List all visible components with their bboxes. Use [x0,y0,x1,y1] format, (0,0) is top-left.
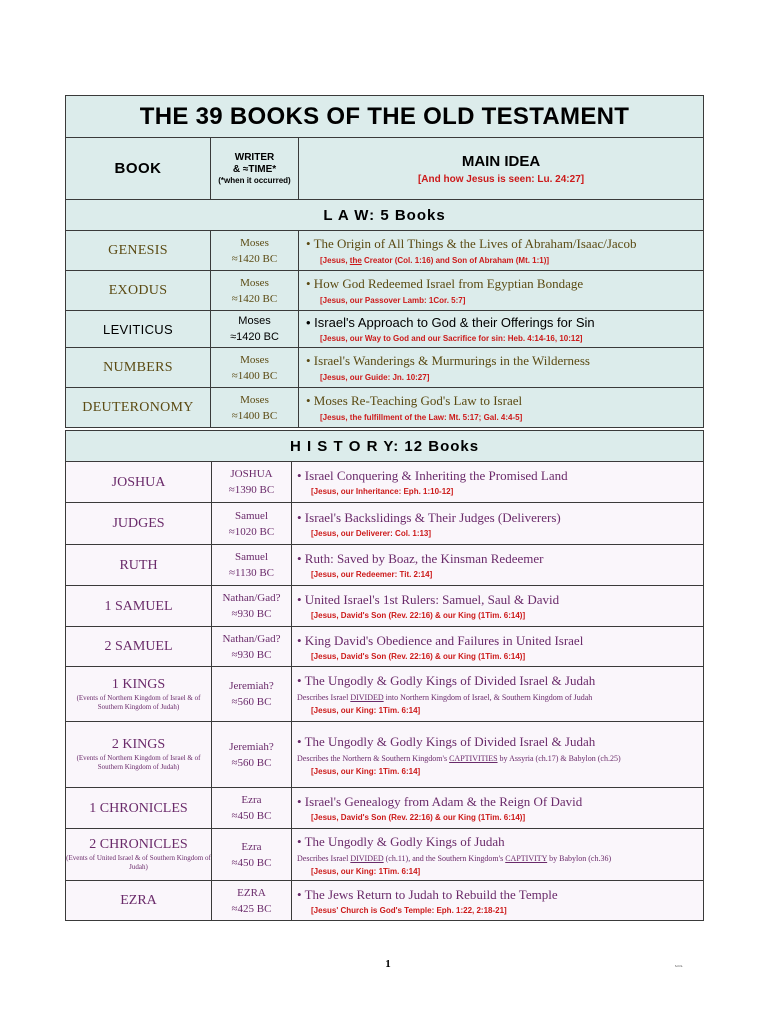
writer-cell [211,311,299,348]
book-name: RUTH [66,545,212,586]
main-idea: • Moses Re-Teaching God's Law to Israel [306,393,523,408]
book-name: 1 CHRONICLES [66,788,212,829]
main-idea-cell [292,586,704,627]
main-idea: • King David's Obedience and Failures in United Israel [297,632,584,648]
main-idea-cell [299,388,704,428]
writer-name: Samuel [235,551,268,563]
writer-name: Moses [240,236,269,249]
jesus-reference: [Jesus, our King: 1Tim. 6:14] [311,706,421,715]
book-description: Describes Israel DIVIDED into Northern Kingdom of Israel, & Southern Kingdom of Judah [297,693,593,702]
writer-time: ≈1390 BC [228,484,275,496]
jesus-reference: [Jesus, our Deliverer: Col. 1:13] [311,528,432,538]
book-name: 1 KINGS [111,676,166,692]
main-idea-cell [292,627,704,667]
main-idea: • How God Redeemed Israel from Egyptian Bondage [306,276,584,291]
book-name: 1 SAMUEL [66,586,212,627]
table-row [66,788,704,829]
writer-cell [212,462,292,503]
law-section-heading: L A W: 5 Books [66,200,704,231]
table-row [66,462,704,503]
history-section-heading: H I S T O R Y: 12 Books [66,431,704,462]
table-row [66,586,704,627]
main-idea: • The Origin of All Things & the Lives of Abraham/Isaac/Jacob [306,236,637,251]
main-idea: • The Ungodly & Godly Kings of Divided Israel & Judah [297,733,596,749]
header-main-idea-label: MAIN IDEA [461,152,541,170]
table-row [66,348,704,388]
main-idea: • Israel Conquering & Inheriting the Promised Land [297,468,568,483]
table-row [66,503,704,545]
main-idea-cell [299,348,704,388]
main-idea-cell [292,503,704,545]
writer-time: ≈450 BC [231,810,272,822]
jesus-reference: [Jesus, our Guide: Jn. 10:27] [320,373,430,382]
jesus-reference: [Jesus, our King: 1Tim. 6:14] [311,766,421,776]
jesus-reference: [Jesus, David's Son (Rev. 22:16) & our King (1Tim. 6:14)] [311,611,526,620]
writer-name: Samuel [235,509,268,522]
table-row [66,829,704,881]
writer-cell [212,627,292,667]
writer-cell [212,667,292,722]
writer-cell [211,388,299,428]
main-idea-cell [292,829,704,881]
writer-time: ≈560 BC [231,696,272,708]
writer-name: Ezra [241,794,262,806]
main-idea-cell [299,271,704,311]
writer-time: ≈450 BC [231,856,272,869]
table-row [66,667,704,722]
writer-name: Nathan/Gad? [222,632,281,645]
writer-time: ≈1130 BC [228,567,275,579]
book-description: Describes the Northern & Southern Kingdom's CAPTIVITIES by Assyria (ch.17) & Babylon (ch.25) [297,753,621,763]
book-cell [66,829,212,881]
book-name: JUDGES [66,503,212,545]
writer-cell [212,586,292,627]
corner-mark: s.o.s. [675,963,684,968]
writer-cell [211,231,299,271]
main-idea-cell [292,545,704,586]
writer-cell [212,788,292,829]
writer-time: ≈1420 BC [230,331,279,343]
main-idea-cell [299,231,704,271]
book-note: (Events of Northern Kingdom of Israel & of Southern Kingdom of Judah) [76,693,201,711]
book-name: JOSHUA [66,462,212,503]
main-idea: • Israel's Genealogy from Adam & the Reign Of David [297,794,583,809]
header-writer-line2: & ≈TIME* [232,163,277,175]
main-idea-cell [292,722,704,788]
table-row [66,545,704,586]
jesus-reference: [Jesus, our Redeemer: Tit. 2:14] [311,570,433,579]
jesus-reference: [Jesus, our Passover Lamb: 1Cor. 5:7] [320,296,466,305]
history-table [65,430,704,921]
writer-name: Jeremiah? [229,680,274,692]
writer-time: ≈560 BC [231,756,272,769]
main-idea: • The Ungodly & Godly Kings of Divided Israel & Judah [297,673,596,688]
writer-name: Moses [240,353,269,366]
book-name: 2 SAMUEL [66,627,212,667]
book-name: EXODUS [66,271,211,311]
main-idea: • The Ungodly & Godly Kings of Judah [297,833,505,849]
header-main-idea-sub: [And how Jesus is seen: Lu. 24:27] [417,173,585,185]
writer-time: ≈1400 BC [231,409,278,422]
book-name: DEUTERONOMY [66,388,211,428]
jesus-reference: [Jesus, our Inheritance: Eph. 1:10-12] [311,487,454,496]
jesus-reference: [Jesus, our King: 1Tim. 6:14] [311,866,421,876]
writer-name: Moses [240,393,269,406]
jesus-reference: [Jesus, David's Son (Rev. 22:16) & our King (1Tim. 6:14)] [311,651,526,661]
table-row [66,881,704,921]
writer-name: Nathan/Gad? [222,592,281,604]
table-row [66,722,704,788]
header-row [66,138,704,200]
book-name: LEVITICUS [66,311,211,348]
main-idea-cell [292,881,704,921]
main-idea: • Israel's Wanderings & Murmurings in the Wilderness [306,353,590,368]
page-number: 1 [385,958,391,970]
writer-name: EZRA [237,886,266,899]
writer-cell [212,545,292,586]
writer-cell [212,722,292,788]
book-cell [66,722,212,788]
book-name: 2 KINGS [111,737,166,752]
writer-time: ≈425 BC [231,902,272,915]
header-book: BOOK [66,138,211,200]
jesus-reference: [Jesus, the Creator (Col. 1:16) and Son of Abraham (Mt. 1:1)] [320,256,550,265]
main-idea: • Israel's Approach to God & their Offerings for Sin [306,315,595,330]
main-idea: • Ruth: Saved by Boaz, the Kinsman Redeemer [297,551,544,566]
header-writer-line1: WRITER [234,151,275,163]
writer-cell [212,829,292,881]
law-table [65,95,704,428]
writer-time: ≈1020 BC [228,525,275,538]
writer-name: JOSHUA [230,468,273,480]
writer-cell [212,881,292,921]
table-row [66,311,704,348]
header-main-idea [299,138,704,200]
jesus-reference: [Jesus' Church is God's Temple: Eph. 1:22, 2:18-21] [311,905,507,915]
book-name: 2 CHRONICLES [89,837,188,852]
writer-time: ≈930 BC [231,648,272,661]
book-note: (Events of United Israel & of Southern Kingdom of Judah) [66,854,211,871]
writer-name: Ezra [241,840,262,853]
header-writer [211,138,299,200]
header-writer-note: (*when it occurred) [218,175,291,185]
writer-cell [211,348,299,388]
main-idea-cell [292,667,704,722]
table-row [66,627,704,667]
writer-name: Jeremiah? [229,740,274,753]
writer-time: ≈1400 BC [231,369,278,382]
main-idea-cell [292,462,704,503]
main-idea-cell [292,788,704,829]
book-name: GENESIS [66,231,211,271]
book-cell [66,667,212,722]
writer-time: ≈1420 BC [231,292,278,305]
main-idea: • United Israel's 1st Rulers: Samuel, Saul & David [297,592,560,607]
book-name: EZRA [66,881,212,921]
book-note: (Events of Northern Kingdom of Israel & of Southern Kingdom of Judah) [76,754,201,771]
table-row [66,271,704,311]
writer-name: Moses [238,315,271,327]
book-name: NUMBERS [66,348,211,388]
main-idea: • The Jews Return to Judah to Rebuild the Temple [297,886,558,902]
writer-cell [212,503,292,545]
writer-time: ≈1420 BC [231,252,278,265]
writer-time: ≈930 BC [231,608,272,620]
writer-cell [211,271,299,311]
main-idea: • Israel's Backslidings & Their Judges (Deliverers) [297,509,561,525]
page-title: THE 39 BOOKS OF THE OLD TESTAMENT [66,96,704,138]
table-row [66,231,704,271]
writer-name: Moses [240,276,269,289]
jesus-reference: [Jesus, the fulfillment of the Law: Mt. 5:17; Gal. 4:4-5] [320,413,523,422]
main-idea-cell [299,311,704,348]
book-description: Describes Israel DIVIDED (ch.11), and the Southern Kingdom's CAPTIVITY by Babylon (ch.36) [297,853,612,863]
table-row [66,388,704,428]
jesus-reference: [Jesus, our Way to God and our Sacrifice for sin: Heb. 4:14-16, 10:12] [320,334,583,343]
jesus-reference: [Jesus, David's Son (Rev. 22:16) & our King (1Tim. 6:14)] [311,813,526,822]
